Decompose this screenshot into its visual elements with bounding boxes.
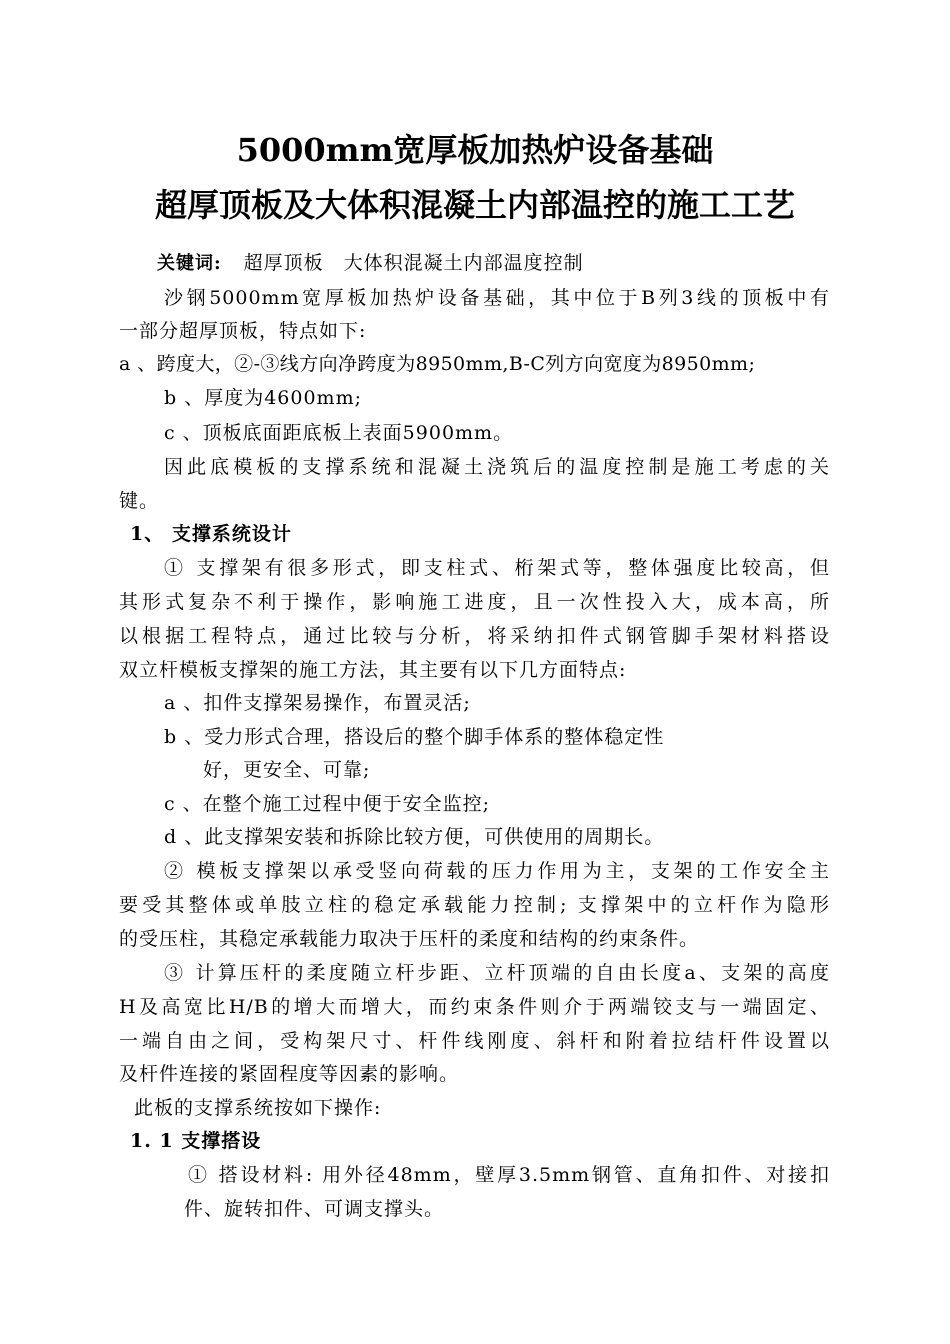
section-1-p3-line-1: ③ 计算压杆的柔度随立杆步距、立杆顶端的自由长度a、支架的高度 bbox=[164, 962, 830, 984]
section-1-item-b-line-2: 好，更安全、可靠; bbox=[203, 759, 371, 781]
intro-item-b: b 、厚度为4600mm; bbox=[164, 387, 362, 409]
section-1-item-b-line-1: b 、受力形式合理，搭设后的整个脚手体系的整体稳定性 bbox=[164, 726, 665, 748]
keyword-1: 超厚顶板 bbox=[243, 252, 324, 274]
section-1-item-d: d 、此支撑架安装和拆除比较方便，可供使用的周期长。 bbox=[164, 826, 665, 848]
section-1-p1-line-3: 以根据工程特点，通过比较与分析，将采纳扣件式钢管脚手架材料搭设 bbox=[119, 625, 830, 647]
intro-conclusion-line-2: 键。 bbox=[119, 490, 160, 512]
section-1-p4: 此板的支撑系统按如下操作: bbox=[134, 1097, 382, 1119]
section-1-p1-line-2: 其形式复杂不利于操作，影响施工进度，且一次性投入大，成本高，所 bbox=[119, 591, 830, 613]
keyword-2: 大体积混凝土内部温度控制 bbox=[343, 252, 584, 274]
intro-conclusion-line-1: 因此底模板的支撑系统和混凝土浇筑后的温度控制是施工考虑的关 bbox=[164, 456, 830, 478]
intro-line-2: 一部分超厚顶板，特点如下: bbox=[119, 320, 367, 342]
section-1-p1-line-4: 双立杆模板支撑架的施工方法，其主要有以下几方面特点: bbox=[119, 659, 627, 681]
section-1-p3-line-3: 一端自由之间，受构架尺寸、杆件线刚度、斜杆和附着拉结杆件设置以 bbox=[119, 1030, 830, 1052]
section-1-1-line-2: 件、旋转扣件、可调支撑头。 bbox=[184, 1198, 445, 1220]
section-1-p3-line-4: 及杆件连接的紧固程度等因素的影响。 bbox=[119, 1063, 460, 1085]
section-1-p2-line-1: ② 模板支撑架以承受竖向荷载的压力作用为主，支架的工作安全主 bbox=[164, 860, 830, 882]
intro-item-a: a 、跨度大，②-③线方向净跨度为8950mm,B-C列方向宽度为8950mm; bbox=[119, 353, 756, 375]
section-1-p2-line-2: 要受其整体或单肢立柱的稳定承载能力控制; 支撑架中的立杆作为隐形 bbox=[119, 894, 830, 916]
intro-item-c: c 、顶板底面距底板上表面5900mm。 bbox=[164, 422, 514, 444]
section-1-p3-line-2: H及高宽比H/B的增大而增大，而约束条件则介于两端铰支与一端固定、 bbox=[119, 996, 830, 1018]
section-1-1-line-1: ① 搭设材料: 用外径48mm，壁厚3.5mm钢管、直角扣件、对接扣 bbox=[188, 1164, 830, 1186]
section-1-p1-line-1: ① 支撑架有很多形式，即支柱式、桁架式等，整体强度比较高，但 bbox=[164, 557, 830, 579]
section-1-1-heading: 1. 1 支撑搭设 bbox=[130, 1130, 262, 1152]
intro-line-1: 沙钢5000mm宽厚板加热炉设备基础，其中位于B列3线的顶板中有 bbox=[164, 287, 830, 309]
title-line-2: 超厚顶板及大体积混凝土内部温控的施工工艺 bbox=[154, 186, 795, 224]
keywords-label: 关键词: bbox=[157, 253, 222, 274]
section-1-heading: 1、 支撑系统设计 bbox=[130, 523, 292, 545]
section-1-item-c: c 、在整个施工过程中便于安全监控; bbox=[164, 793, 491, 815]
section-1-item-a: a 、扣件支撑架易操作，布置灵活; bbox=[164, 692, 471, 714]
keywords-line bbox=[157, 248, 584, 279]
section-1-p2-line-3: 的受压柱，其稳定承载能力取决于压杆的柔度和结构的约束条件。 bbox=[119, 928, 700, 950]
title-line-1: 5000mm宽厚板加热炉设备基础 bbox=[236, 131, 714, 169]
